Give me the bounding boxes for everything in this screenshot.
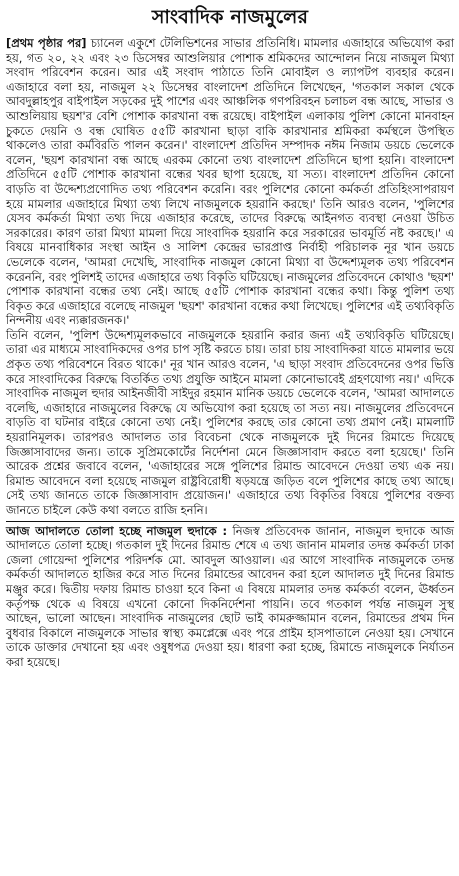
section-divider <box>6 521 454 522</box>
paragraph-3 <box>6 524 454 670</box>
continuation-tag: [প্রথম পৃষ্ঠার পর] <box>6 36 87 50</box>
headline: সাংবাদিক নাজমুলের <box>151 6 309 28</box>
paragraph-3-text: নিজস্ব প্রতিবেদক জানান, নাজমুল হুদাকে আজ আদালতে তোলা হচ্ছে। গতকাল দুই দিনের রিমান্ড শেষে এ তথ্য জানান মামলার তদন্ত কর্মকর্তা ঢাকা জেলা গোয়েন্দা পুলিশের পরিদর্শক মো. আবদুল আওয়াল। এর আগে সাংবাদিক নাজমুলকে তদন্ত কর্মকর্তা আদালতে হাজির করে সাত দিনের রিমান্ডের আবেদন করা হলে আদালত দুই দিনের রিমান্ড মঞ্জুর করে। দ্বিতীয় দফায় রিমান্ড চাওয়া হবে কিনা এ বিষয়ে মামলার তদন্ত কর্মকর্তা বলেন, ঊর্ধ্বতন কর্তৃপক্ষ থেকে এ বিষয়ে এখনো কোনো দিকনির্দেশনা পায়নি। তবে গতকাল পর্যন্ত নাজমুল সুস্থ আছেন, ভালো আছেন। সাংবাদিক নাজমুলের ছোট ভাই কামরুজ্জামান বলেন, রিমান্ডের প্রথম দিন বুধবার বিকালে নাজমুলকে সাভার স্বাস্থ্য কমপ্লেক্সে এবং পরে প্রাইম হাসপাতালে নেওয়া হয়। সেখানে তাকে ডাক্তার দেখানো হয় এবং ওষুধপত্র দেওয়া হয়। ধারণা করা হচ্ছে, রিমান্ডে নাজমুলকে নির্যাতন করা হয়েছে। <box>6 523 454 669</box>
subhead: আজ আদালতে তোলা হচ্ছে নাজমুল হুদাকে : <box>6 523 228 538</box>
paragraph-2: তিনি বলেন, 'পুলিশ উদ্দেশ্যমূলকভাবে নাজমুলকে হয়রানি করার জন্য এই তথ্যবিকৃতি ঘটিয়েছে। তারা এর মাধ্যমে সাংবাদিকদের ওপর চাপ সৃষ্টি করতে চায়। তারা চায় সাংবাদিকরা যাতে মামলার ভয়ে প্রকৃত তথ্য পরিবেশনে বিরত থাকে।' নূর খান আরও বলেন, 'এ ছাড়া সংবাদ প্রতিবেদনের ওপর ভিত্তি করে সাংবাদিকের বিরুদ্ধে বিতর্কিত তথ্য প্রযুক্তি আইনে মামলা কোনোভাবেই গ্রহণযোগ্য নয়।' এদিকে সাংবাদিক নাজমুল হুদার আইনজীবী সাইদুর রহমান মানিক ডয়চে ভেলেকে বলেন, 'আমরা আদালতে বলেছি, এজাহারে নাজমুলের বিরুদ্ধে যে অভিযোগ করা হয়েছে তা সত্য নয়। নাজমুলের প্রতিবেদনে বাড়তি বা ঘটনার বাইরে কোনো তথ্য নেই। পুলিশের করছে তার কোনো তথ্য প্রমাণ নেই। মামলাটি হয়রানিমূলক। তারপরও আদালত তার বিবেচনা থেকে নাজমুলকে দুই দিনের রিমান্ডে দিয়েছে জিজ্ঞাসাবাদের জন্য। তাকে সুপ্রিমকোর্টের নির্দেশনা মেনে জিজ্ঞাসাবাদ করতে বলা হয়েছে।' তিনি আরেক প্রশ্নের জবাবে বলেন, 'এজাহারের সঙ্গে পুলিশের রিমান্ড আবেদনে দেওয়া তথ্য এক নয়। রিমান্ড আবেদনে বলা হয়েছে নাজমুল রাষ্ট্রবিরোধী ষড়যন্ত্রে জড়িত বলে পুলিশের কাছে তথ্য আছে। সেই তথ্য জানতে তাকে জিজ্ঞাসাবাদ প্রয়োজন।' এজাহারে তথ্য বিকৃতির বিষয়ে পুলিশের বক্তব্য জানতে চাইলে কেউ কথা বলতে রাজি হননি। <box>6 327 454 517</box>
article-body <box>6 36 454 670</box>
paragraph-1-text: চ্যানেল একুশে টেলিভিশনের সাভার প্রতিনিধি। মামলার এজাহারে অভিযোগ করা হয়, গত ২০, ২২ এবং ২৩ ডিসেম্বর আশুলিয়ার পোশাক শ্রমিকদের আন্দোলন নিয়ে নাজমুল মিথ্যা সংবাদ পরিবেশন করেন। আর এই সংবাদ পাঠাতে তিনি মোবাইল ও ল্যাপটপ ব্যবহার করেন। এজাহারে বলা হয়, নাজমুল ২২ ডিসেম্বর বাংলাদেশ প্রতিদিনে লিখেছেন, 'গতকাল সকাল থেকে আবদুল্লাহপুর বাইপাইল সড়কের দুই পাশের এবং আঞ্চলিক গণপরিবহন চলাচল বন্ধ আছে, সাভার ও আশুলিয়ায় ছয়শ'র বেশি পোশাক কারখানা বন্ধ রয়েছে। বাইপাইল এলাকায় পুলিশ কোনো মানবাহন চুকতে দেয়নি ও বন্ধ ঘোষিত ৫৫টি কারখানা ছাড়া বাকি কারখানার শ্রমিকরা কর্মস্থলে উপস্থিত থাকলেও তারা কর্মবিরতি পালন করেন।' বাংলাদেশ প্রতিদিন সম্পাদক নঈম নিজাম ডয়চে ভেলেকে বলেন, 'ছয়শ কারখানা বন্ধ আছে এরকম কোনো তথ্য বাংলাদেশ প্রতিদিনে ছাপা হয়নি। বাংলাদেশ প্রতিদিনে ৫৫টি পোশাক কারখানা বন্ধের খবর ছাপা হয়েছে, যা সত্য। বাংলাদেশ প্রতিদিন কোনো বাড়তি বা উদ্দেশ্যপ্রণোদিত তথ্য পরিবেশন করেনি। বরং পুলিশের কোনো কর্মকর্তা প্রতিহিংসাপরায়ণ হয়ে মামলার এজাহারে মিথ্যা তথ্য লিখে নাজমুলকে হয়রানি করছে।' তিনি আরও বলেন, 'পুলিশের যেসব কর্মকর্তা মিথ্যা তথ্য দিয়ে এজাহার করেছে, তাদের বিরুদ্ধে আইনগত ব্যবস্থা নেওয়া উচিত সরকারের। কারণ তারা মিথ্যা মামলা দিয়ে সাংবাদিক হয়রানি করে সরকারের ভাবমূর্তি নষ্ট করছে।' এ বিষয়ে মানবাধিকার সংস্থা আইন ও সালিশ কেন্দ্রের ভারপ্রাপ্ত নির্বাহী পরিচালক নূর খান ডয়চে ভেলেকে বলেন, 'আমরা দেখেছি, সাংবাদিক নাজমুল কোনো মিথ্যা বা উদ্দেশ্যমূলক তথ্য পরিবেশন করেননি, বরং পুলিশই তাদের এজাহারে তথ্য বিকৃতি ঘটিয়েছে। নাজমুলের প্রতিবেদনে কোথাও 'ছয়শ' পোশাক কারখানা বন্ধের তথ্য নেই। আছে ৫৫টি পোশাক কারখানা বন্ধের কথা। কিন্তু পুলিশ তথ্য বিকৃত করে এজাহারে বলেছে নাজমুল 'ছয়শ' কারখানা বন্ধের কথা লিখেছে। পুলিশের এই তথ্যবিকৃতি নিন্দনীয় এবং ন্যক্কারজনক।' <box>6 36 454 328</box>
paragraph-1 <box>6 36 454 328</box>
